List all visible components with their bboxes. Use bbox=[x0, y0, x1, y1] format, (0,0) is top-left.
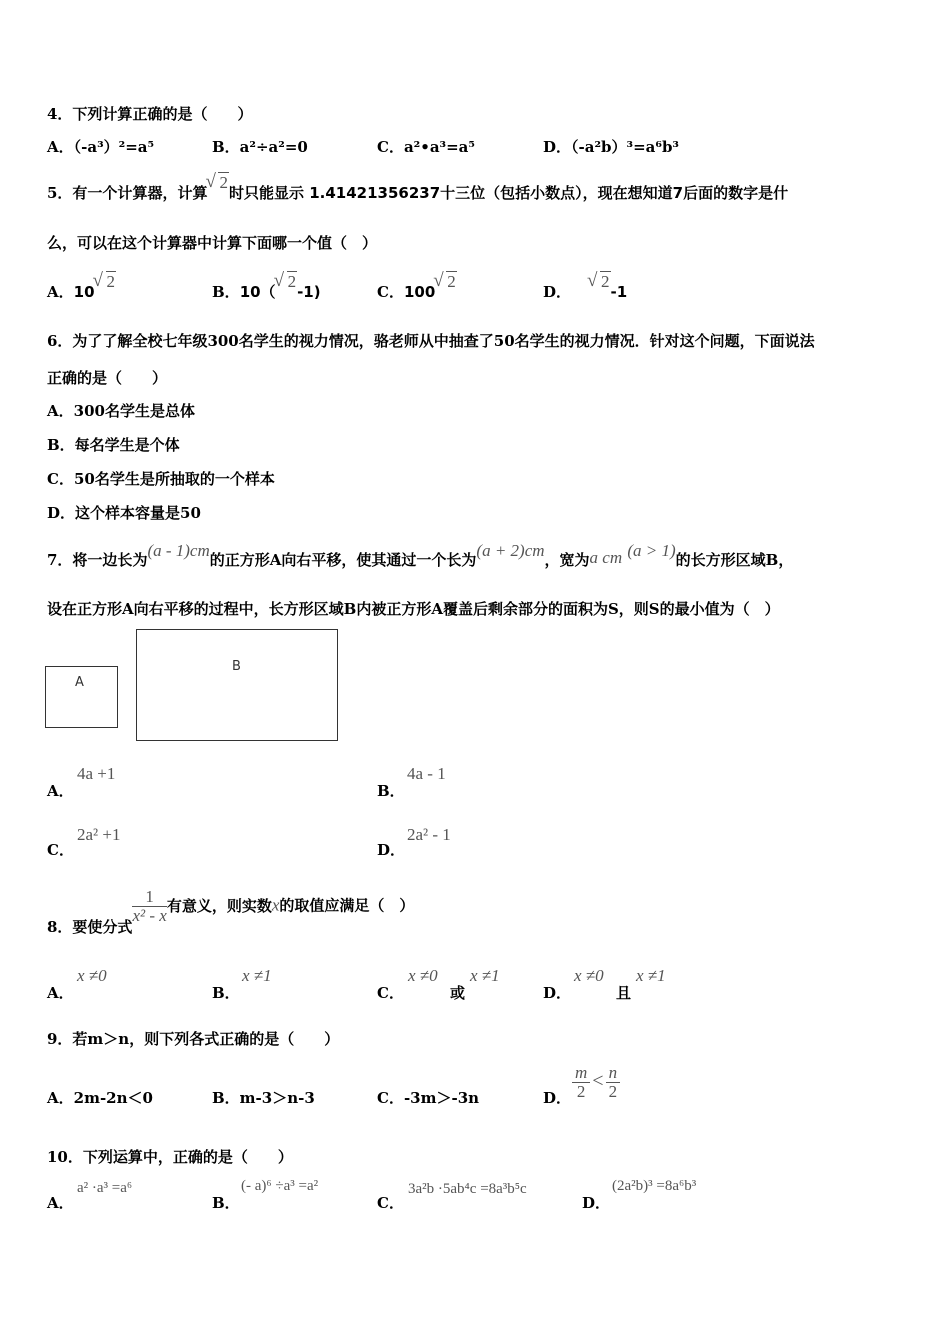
q5-number: 1.41421356237 bbox=[309, 184, 441, 202]
q4-option-b: B．a²÷a²=0 bbox=[212, 138, 308, 156]
q8-option-c-expr2: x ≠1 bbox=[470, 966, 500, 985]
q5-option-d: D．√ 2-1 bbox=[543, 281, 627, 302]
q10-option-a-expr: a² ·a³ =a⁶ bbox=[77, 1180, 133, 1196]
q6-option-d: D．这个样本容量是50 bbox=[47, 504, 201, 522]
q8-option-d-label: D． bbox=[543, 984, 572, 1002]
q7-expr-side: (a - 1)cm bbox=[147, 541, 210, 560]
q7-stem-line2: 设在正方形A向右平移的过程中，长方形区域B内被正方形A覆盖后剩余部分的面积为S，则S的最小值为（ ） bbox=[47, 600, 780, 618]
q8-option-b-expr: x ≠1 bbox=[242, 966, 272, 985]
q7-option-d-expr: 2a² - 1 bbox=[407, 825, 451, 844]
sqrt-2-icon: √ 2 bbox=[435, 272, 457, 292]
sqrt-2-icon: √ 2 bbox=[589, 272, 611, 292]
q4-option-c: C．a²•a³=a⁵ bbox=[377, 138, 475, 156]
q7-option-c-expr: 2a² +1 bbox=[77, 825, 121, 844]
q10-option-d-expr: (2a²b)³ =8a⁶b³ bbox=[612, 1178, 697, 1194]
q5-stem-d: 后面的数字是什 bbox=[683, 184, 789, 202]
q4-option-a: A．（-a³）²=a⁵ bbox=[47, 138, 155, 156]
q8-option-d-expr2: x ≠1 bbox=[636, 966, 666, 985]
q7-option-b-label: B． bbox=[377, 782, 405, 800]
q5-seven: 7 bbox=[672, 184, 684, 202]
q8-option-c-or: 或 bbox=[450, 984, 466, 1002]
q8-option-d-and: 且 bbox=[616, 984, 632, 1002]
q9-option-a: A．2m-2n＜0 bbox=[47, 1089, 153, 1107]
q6-option-b: B．每名学生是个体 bbox=[47, 436, 180, 454]
q6-stem-line2: 正确的是（ ） bbox=[47, 369, 168, 387]
q5-stem-line1 bbox=[47, 173, 789, 203]
q9-option-c: C．-3m＞-3n bbox=[377, 1089, 480, 1107]
q7-expr-condition: (a > 1) bbox=[627, 541, 676, 560]
q8-fraction: $\frac{1}{\text{x² - x}}$ bbox=[132, 887, 167, 925]
q7-stem-line1: 7．将一边长为(a - 1)cm的正方形A向右平移，使其通过一个长为(a + 2)cm，宽为a cm (a > 1)的长方形区域B， bbox=[47, 541, 794, 569]
q8-option-a-expr: x ≠0 bbox=[77, 966, 107, 985]
q5-option-b: B．10（√ 2-1) bbox=[212, 281, 321, 302]
q7-option-d-label: D． bbox=[377, 841, 406, 859]
q10-stem: 10．下列运算中，正确的是（ ） bbox=[47, 1148, 293, 1166]
rectangle-b-label: B bbox=[232, 659, 241, 674]
q5-stem-c: 十三位（包括小数点），现在想知道 bbox=[440, 184, 673, 202]
q7-option-c-label: C． bbox=[47, 841, 74, 859]
q6-option-a: A．300名学生是总体 bbox=[47, 402, 195, 420]
q8-option-c-expr1: x ≠0 bbox=[408, 966, 438, 985]
q9-option-d-label: D． bbox=[543, 1089, 572, 1107]
q9-stem: 9．若m＞n，则下列各式正确的是（ ） bbox=[47, 1030, 340, 1048]
q4-option-d: D．（-a²b）³=a⁶b³ bbox=[543, 138, 679, 156]
sqrt-2-icon: √ 2 bbox=[276, 272, 298, 292]
q10-option-b-expr: (- a)⁶ ÷a³ =a² bbox=[241, 1178, 319, 1194]
q9-option-d-expr: $\frac{m}{2}$ < $\frac{n}{2}$ bbox=[572, 1064, 620, 1101]
sqrt-2-icon: √ 2 bbox=[95, 272, 117, 292]
q10-option-c-label: C． bbox=[377, 1194, 404, 1212]
q10-option-d-label: D． bbox=[582, 1194, 611, 1212]
q5-stem-b: 时只能显示 bbox=[228, 184, 304, 202]
q9-option-b: B．m-3＞n-3 bbox=[212, 1089, 315, 1107]
q7-expr-width: a cm bbox=[589, 548, 623, 567]
q7-option-a-label: A． bbox=[47, 782, 74, 800]
q7-option-b-expr: 4a - 1 bbox=[407, 764, 446, 783]
q5-stem-a: 5．有一个计算器，计算 bbox=[47, 184, 208, 202]
q8-option-a-label: A． bbox=[47, 984, 74, 1002]
q10-option-b-label: B． bbox=[212, 1194, 240, 1212]
sqrt-2-icon: √ 2 bbox=[207, 173, 229, 193]
q6-option-c: C．50名学生是所抽取的一个样本 bbox=[47, 470, 275, 488]
q10-option-a-label: A． bbox=[47, 1194, 74, 1212]
q7-option-a-expr: 4a +1 bbox=[77, 764, 116, 783]
q10-option-c-expr: 3a²b ·5ab⁴c =8a³b⁵c bbox=[408, 1181, 527, 1197]
square-a-label: A bbox=[75, 675, 84, 690]
q5-option-c: C．100√ 2 bbox=[377, 281, 457, 302]
rectangle-b bbox=[136, 629, 338, 741]
q8-option-c-label: C． bbox=[377, 984, 404, 1002]
q6-stem-line1: 6．为了了解全校七年级300名学生的视力情况，骆老师从中抽查了50名学生的视力情况．针对这个问题，下面说法 bbox=[47, 332, 815, 350]
q8-option-b-label: B． bbox=[212, 984, 240, 1002]
q8-stem: 8．要使分式 $\frac{1}{\text{x² - x}}$ 有意义，则实数x的取值应满足（ ） bbox=[47, 887, 415, 936]
q5-option-a: A．10√ 2 bbox=[47, 281, 116, 302]
q5-stem-line2: 么，可以在这个计算器中计算下面哪一个值（ ） bbox=[47, 234, 378, 252]
q8-option-d-expr1: x ≠0 bbox=[574, 966, 604, 985]
q7-expr-length: (a + 2)cm bbox=[476, 541, 545, 560]
q4-stem: 4．下列计算正确的是（ ） bbox=[47, 105, 253, 123]
